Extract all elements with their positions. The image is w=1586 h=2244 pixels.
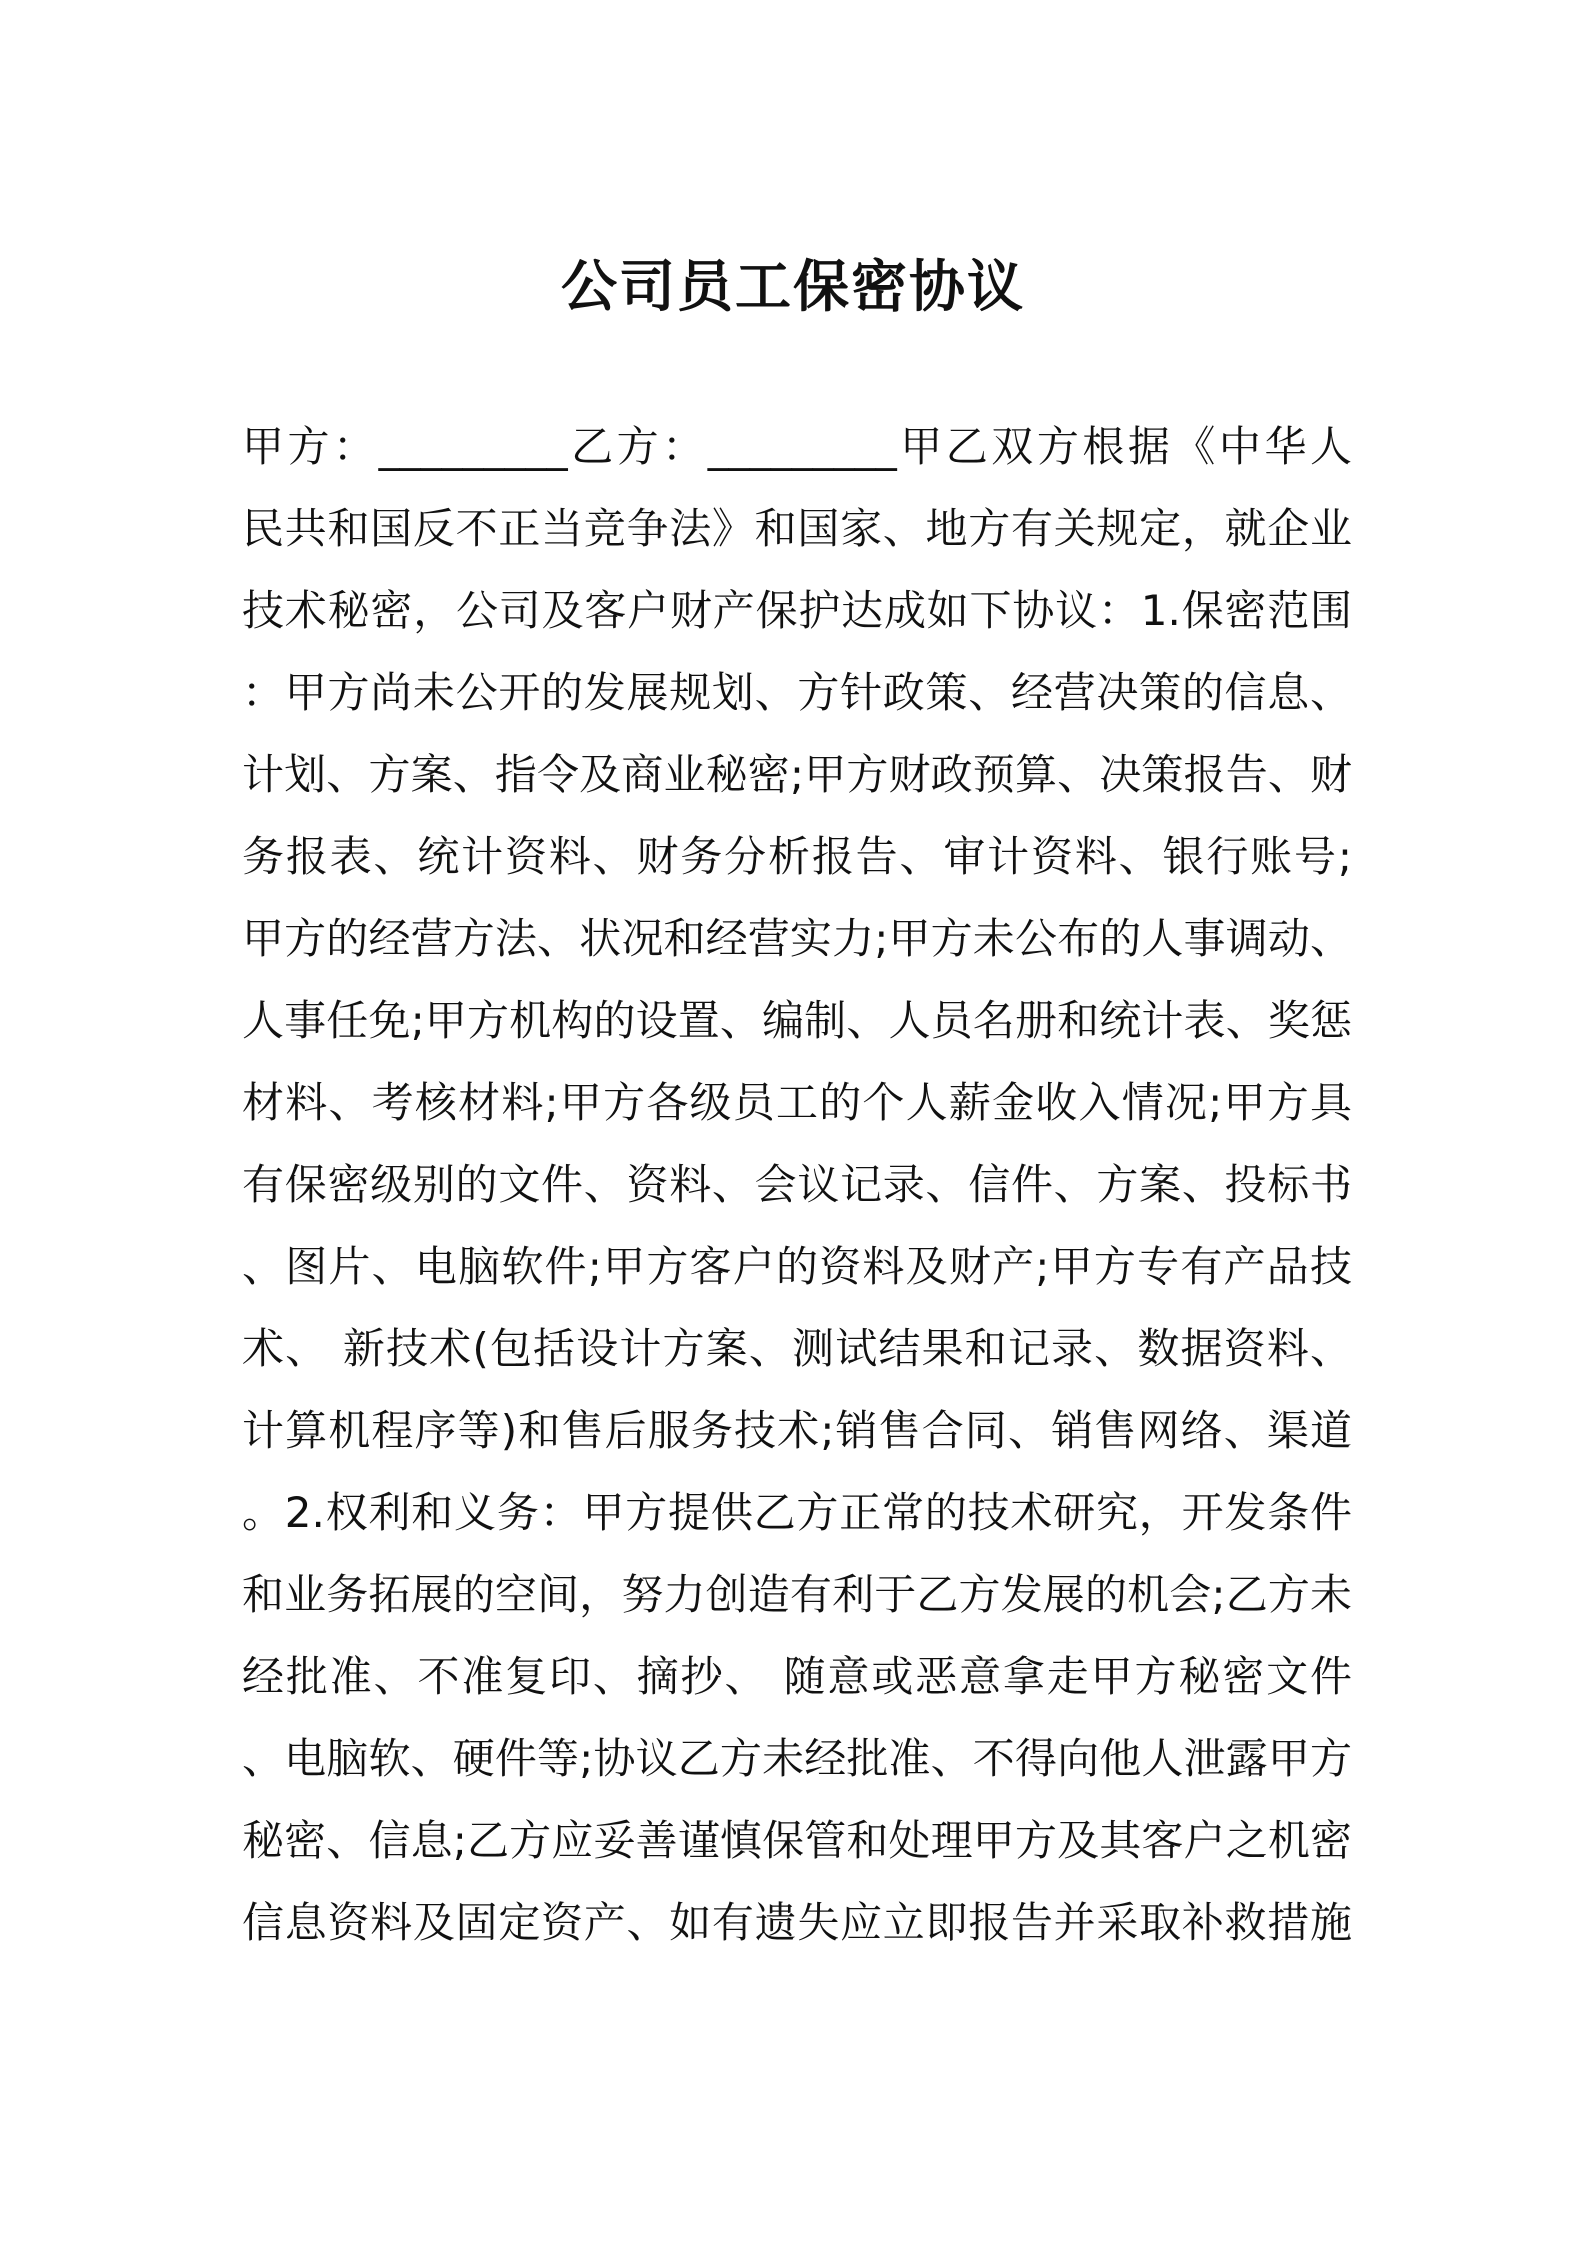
body-line-2: 民共和国反不正当竞争法》和国家、地方有关规定，就企业 xyxy=(242,504,1352,553)
body-line-16: 经批准、不准复印、摘抄、 随意或恶意拿走甲方秘密文件 xyxy=(242,1652,1352,1701)
body-line-10: 有保密级别的文件、资料、会议记录、信件、方案、投标书 xyxy=(242,1160,1352,1209)
body-line-4: ：甲方尚未公开的发展规划、方针政策、经营决策的信息、 xyxy=(242,668,1352,717)
body-line-7: 甲方的经营方法、状况和经营实力;甲方未公布的人事调动、 xyxy=(242,914,1352,963)
body-line-1: 甲方：_________乙方：_________甲乙双方根据《中华人 xyxy=(242,422,1352,471)
body-line-12: 术、 新技术(包括设计方案、测试结果和记录、数据资料、 xyxy=(242,1324,1352,1373)
body-line-9: 材料、考核材料;甲方各级员工的个人薪金收入情况;甲方具 xyxy=(242,1078,1352,1127)
document-body xyxy=(242,406,1352,1964)
body-line-6: 务报表、统计资料、财务分析报告、审计资料、银行账号; xyxy=(242,832,1352,881)
body-line-5: 计划、方案、指令及商业秘密;甲方财政预算、决策报告、财 xyxy=(242,750,1352,799)
body-line-18: 秘密、信息;乙方应妥善谨慎保管和处理甲方及其客户之机密 xyxy=(242,1816,1352,1865)
document-title: 公司员工保密协议 xyxy=(561,255,1025,320)
body-line-14: 。2.权利和义务：甲方提供乙方正常的技术研究，开发条件 xyxy=(242,1488,1352,1537)
body-line-19: 信息资料及固定资产、如有遗失应立即报告并采取补救措施 xyxy=(242,1898,1352,1947)
body-line-13: 计算机程序等)和售后服务技术;销售合同、销售网络、渠道 xyxy=(242,1406,1352,1455)
body-line-17: 、电脑软、硬件等;协议乙方未经批准、不得向他人泄露甲方 xyxy=(242,1734,1352,1783)
body-line-11: 、图片、电脑软件;甲方客户的资料及财产;甲方专有产品技 xyxy=(242,1242,1352,1291)
body-line-15: 和业务拓展的空间，努力创造有利于乙方发展的机会;乙方未 xyxy=(242,1570,1352,1619)
body-line-3: 技术秘密，公司及客户财产保护达成如下协议：1.保密范围 xyxy=(242,586,1352,635)
body-line-8: 人事任免;甲方机构的设置、编制、人员名册和统计表、奖惩 xyxy=(242,996,1352,1045)
